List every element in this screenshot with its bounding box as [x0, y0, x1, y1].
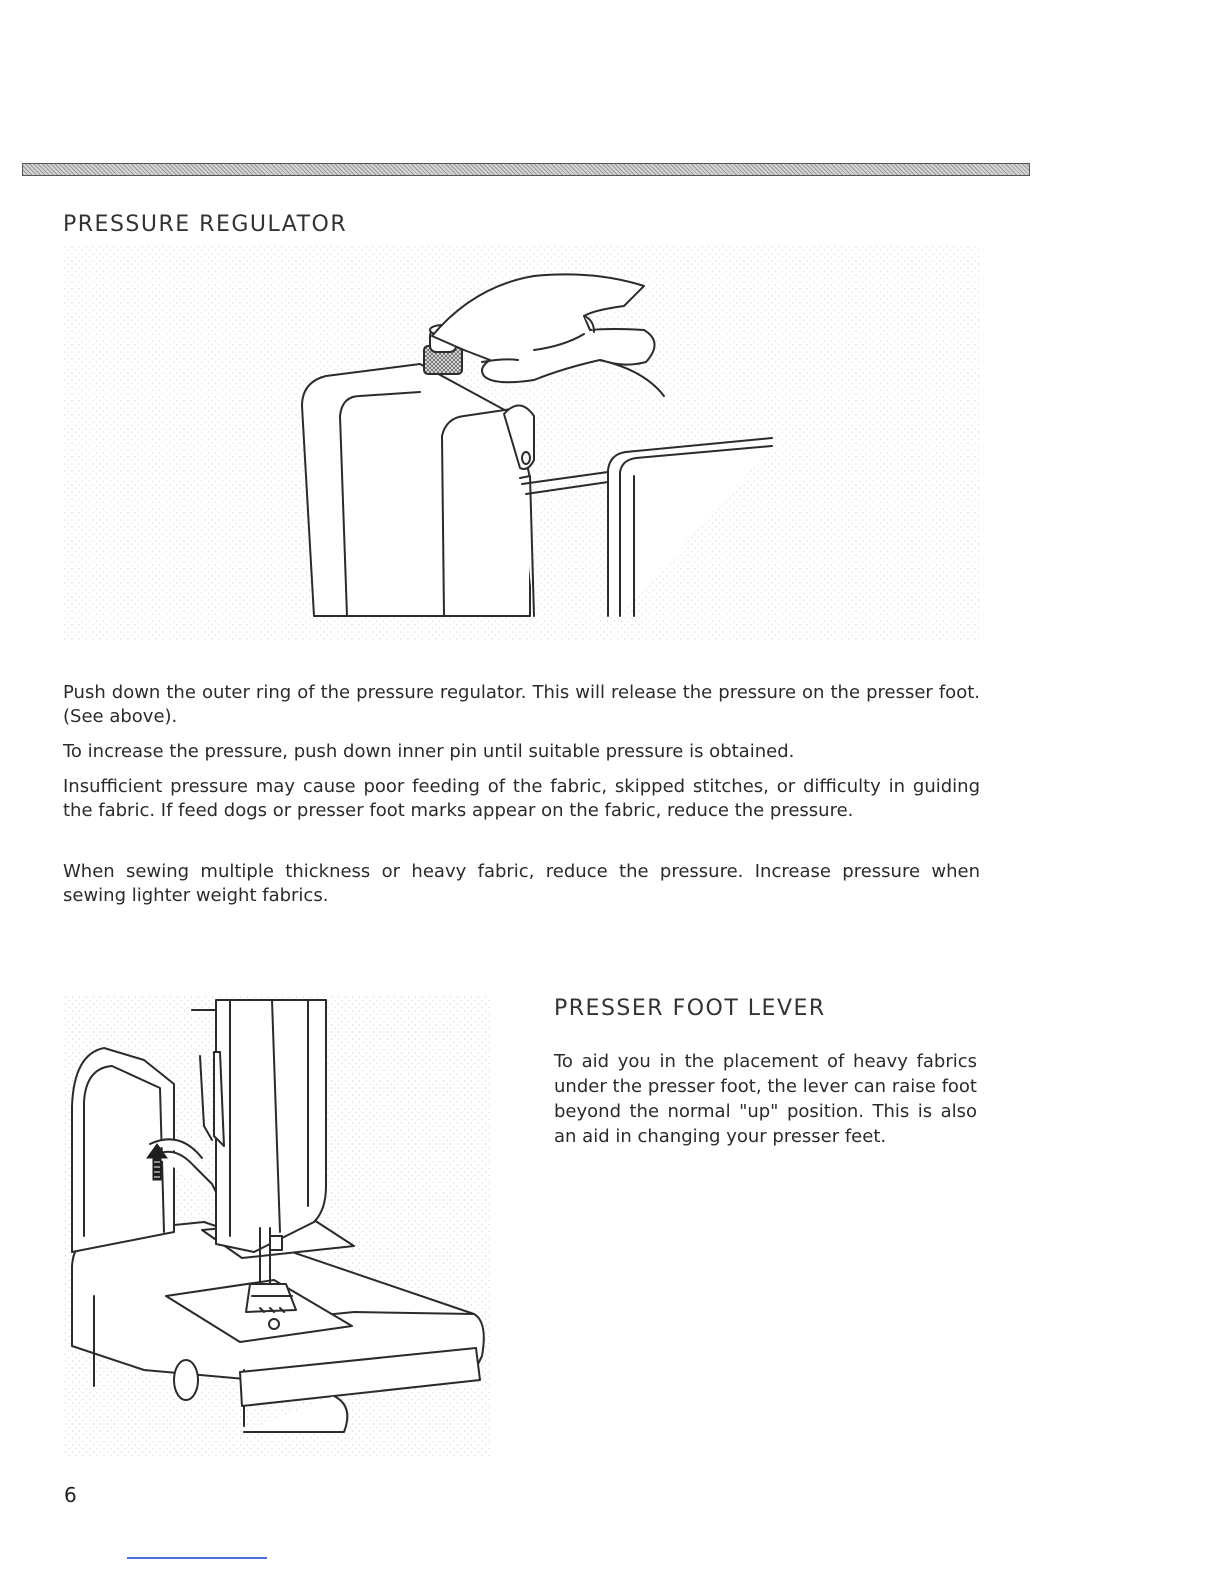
- paragraph: Push down the outer ring of the pressure regulator. This will release the pressure on the presser foot. (See above).: [63, 682, 980, 727]
- pressure-regulator-illustration: [64, 246, 980, 641]
- link-underline: [127, 1557, 267, 1559]
- paragraph: To aid you in the placement of heavy fabrics under the presser foot, the lever can raise foot beyond the normal "up" position. This is also an aid in changing your presser feet.: [554, 1051, 977, 1147]
- paragraph: When sewing multiple thickness or heavy fabric, reduce the pressure. Increase pressure when sewing lighter weight fabrics.: [63, 861, 980, 906]
- presser-foot-lever-heading: PRESSER FOOT LEVER: [554, 996, 826, 1021]
- header-rule: [22, 163, 1030, 176]
- presser-foot-lever-illustration: [64, 996, 490, 1456]
- paragraph: Insufficient pressure may cause poor feeding of the fabric, skipped stitches, or difficulty in guiding the fabric. If feed dogs or presser foot marks appear on the fabric, reduce the pressure.: [63, 776, 980, 821]
- page-number: 6: [64, 1483, 77, 1507]
- pressure-regulator-heading: PRESSURE REGULATOR: [63, 212, 348, 237]
- paragraph: To increase the pressure, push down inner pin until suitable pressure is obtained.: [63, 741, 795, 762]
